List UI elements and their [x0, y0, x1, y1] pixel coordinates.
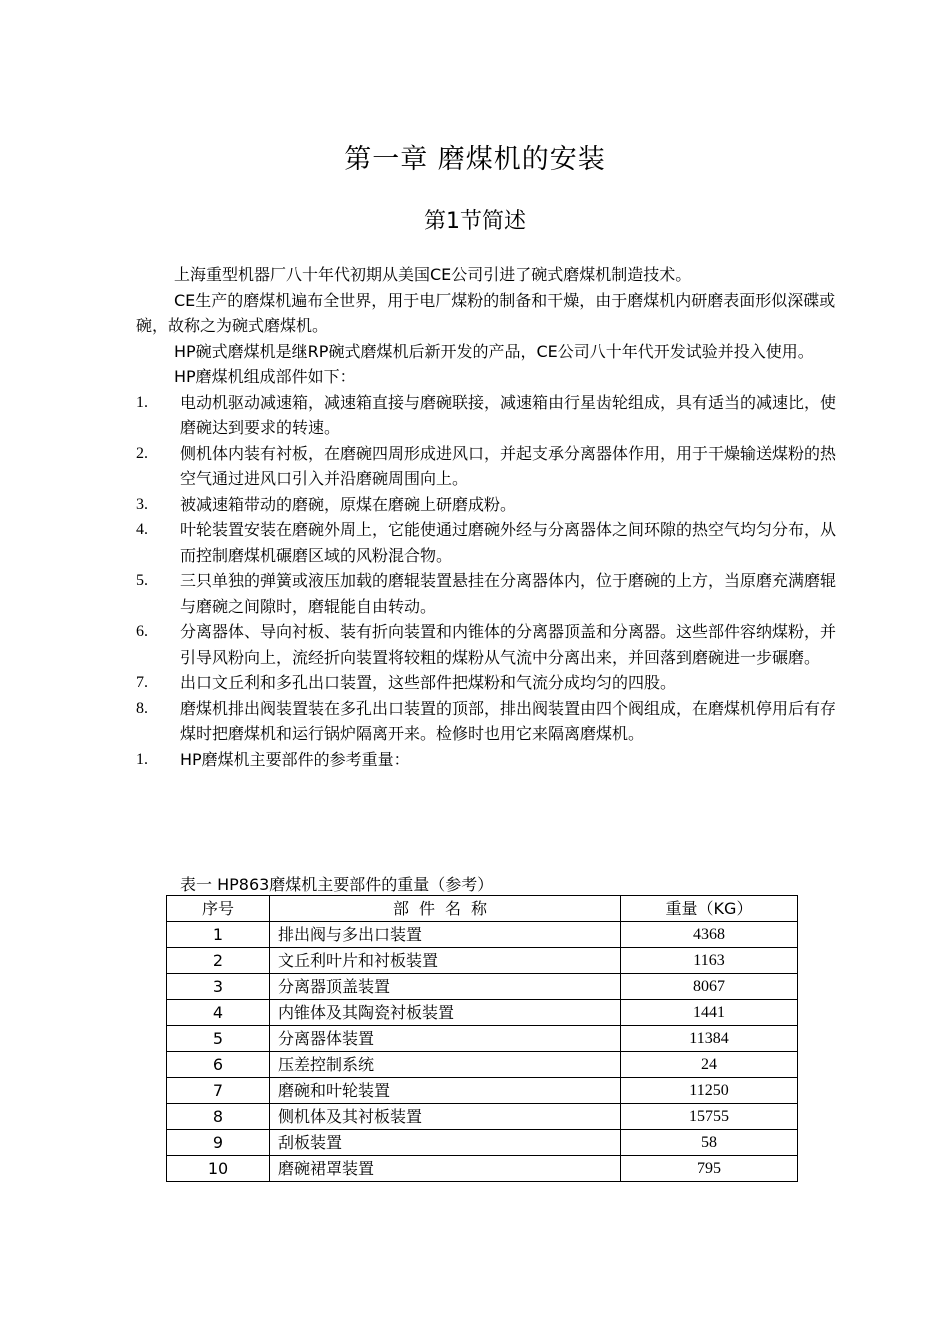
paragraph: 上海重型机器厂八十年代初期从美国CE公司引进了碗式磨煤机制造技术。 — [174, 265, 692, 284]
list-number: 4. — [136, 521, 148, 538]
list-text: 侧机体内装有衬板，在磨碗四周形成进风口，并起支承分离器体作用，用于干燥输送煤粉的热空气通过进风口引入并沿磨碗周围向上。 — [180, 443, 837, 488]
row-weight: 8067 — [621, 974, 798, 1000]
row-index: 9 — [167, 1130, 270, 1156]
row-index: 3 — [167, 974, 270, 1000]
list-text: HP磨煤机主要部件的参考重量： — [180, 749, 410, 769]
row-name: 磨碗裙罩装置 — [270, 1156, 621, 1182]
row-weight: 795 — [621, 1156, 798, 1182]
list-item — [136, 670, 836, 696]
row-weight: 11250 — [621, 1078, 798, 1104]
section-title: 第1节简述 — [424, 209, 526, 234]
table-row — [167, 922, 798, 948]
list-number: 1. — [136, 393, 148, 411]
list-number: 6. — [136, 623, 148, 640]
row-name: 分离器顶盖装置 — [270, 974, 621, 1000]
table-row — [167, 1078, 798, 1104]
table-row — [167, 1052, 798, 1078]
table-header-row — [167, 896, 798, 922]
weights-table — [166, 895, 798, 1182]
row-index: 1 — [167, 922, 270, 948]
row-weight: 24 — [621, 1052, 798, 1078]
row-weight: 15755 — [621, 1104, 798, 1130]
table-row — [167, 948, 798, 974]
row-weight: 1163 — [621, 948, 798, 974]
row-weight: 1441 — [621, 1000, 798, 1026]
paragraph: CE生产的磨煤机遍布全世界，用于电厂煤粉的制备和干燥，由于磨煤机内研磨表面形似深碟或碗，故称之为碗式磨煤机。 — [136, 290, 836, 335]
table-row — [167, 1156, 798, 1182]
table-row — [167, 1000, 798, 1026]
paragraph: HP磨煤机组成部件如下： — [174, 367, 356, 386]
row-index: 2 — [167, 948, 270, 974]
table-row — [167, 974, 798, 1000]
row-index: 8 — [167, 1104, 270, 1130]
list-number: 3. — [136, 495, 148, 513]
chapter-title: 第一章 磨煤机的安装 — [344, 144, 606, 175]
row-weight: 11384 — [621, 1026, 798, 1052]
row-weight: 4368 — [621, 922, 798, 948]
list-item — [136, 390, 836, 441]
list-text: 出口文丘利和多孔出口装置，这些部件把煤粉和气流分成均匀的四股。 — [180, 673, 677, 692]
row-index: 4 — [167, 1000, 270, 1026]
row-name: 内锥体及其陶瓷衬板装置 — [270, 1000, 621, 1026]
list-text: 被减速箱带动的磨碗，原煤在磨碗上研磨成粉。 — [180, 494, 517, 514]
table-row — [167, 1130, 798, 1156]
table-caption: 表一 HP863磨煤机主要部件的重量（参考） — [180, 875, 494, 894]
row-name: 文丘利叶片和衬板装置 — [270, 948, 621, 974]
row-name: 刮板装置 — [270, 1130, 621, 1156]
row-index: 5 — [167, 1026, 270, 1052]
weights-heading — [136, 747, 836, 773]
row-name: 分离器体装置 — [270, 1026, 621, 1052]
row-name: 排出阀与多出口装置 — [270, 922, 621, 948]
row-name: 压差控制系统 — [270, 1052, 621, 1078]
row-weight: 58 — [621, 1130, 798, 1156]
body-text — [136, 262, 836, 772]
row-name: 侧机体及其衬板装置 — [270, 1104, 621, 1130]
list-number: 1. — [136, 750, 148, 768]
list-number: 5. — [136, 572, 148, 589]
paragraph: HP碗式磨煤机是继RP碗式磨煤机后新开发的产品，CE公司八十年代开发试验并投入使用。 — [174, 341, 814, 361]
header-weight: 重量（KG） — [621, 896, 798, 922]
table-row — [167, 1104, 798, 1130]
list-item — [136, 492, 836, 518]
list-item — [136, 568, 836, 619]
list-item — [136, 517, 836, 568]
row-index: 6 — [167, 1052, 270, 1078]
list-text: 叶轮装置安装在磨碗外周上，它能使通过磨碗外经与分离器体之间环隙的热空气均匀分布，从而控制磨煤机碾磨区域的风粉混合物。 — [180, 520, 837, 565]
header-index: 序号 — [167, 896, 270, 922]
list-number: 8. — [136, 699, 148, 717]
list-number: 2. — [136, 444, 148, 462]
list-text: 电动机驱动减速箱，减速箱直接与磨碗联接，减速箱由行星齿轮组成，具有适当的减速比，使磨碗达到要求的转速。 — [180, 392, 837, 437]
list-text: 磨煤机排出阀装置装在多孔出口装置的顶部，排出阀装置由四个阀组成，在磨煤机停用后有存煤时把磨煤机和运行锅炉隔离开来。检修时也用它来隔离磨煤机。 — [180, 698, 837, 743]
list-number: 7. — [136, 674, 148, 691]
table-row — [167, 1026, 798, 1052]
list-text: 分离器体、导向衬板、装有折向装置和内锥体的分离器顶盖和分离器。这些部件容纳煤粉，并引导风粉向上，流经折向装置将较粗的煤粉从气流中分离出来，并回落到磨碗进一步碾磨。 — [180, 622, 837, 667]
row-index: 7 — [167, 1078, 270, 1104]
header-name: 部件名称 — [270, 896, 621, 922]
list-item — [136, 619, 836, 670]
row-name: 磨碗和叶轮装置 — [270, 1078, 621, 1104]
list-text: 三只单独的弹簧或液压加载的磨辊装置悬挂在分离器体内，位于磨碗的上方，当原磨充满磨辊与磨碗之间隙时，磨辊能自由转动。 — [180, 571, 837, 616]
list-item — [136, 696, 836, 747]
row-index: 10 — [167, 1156, 270, 1182]
list-item — [136, 441, 836, 492]
